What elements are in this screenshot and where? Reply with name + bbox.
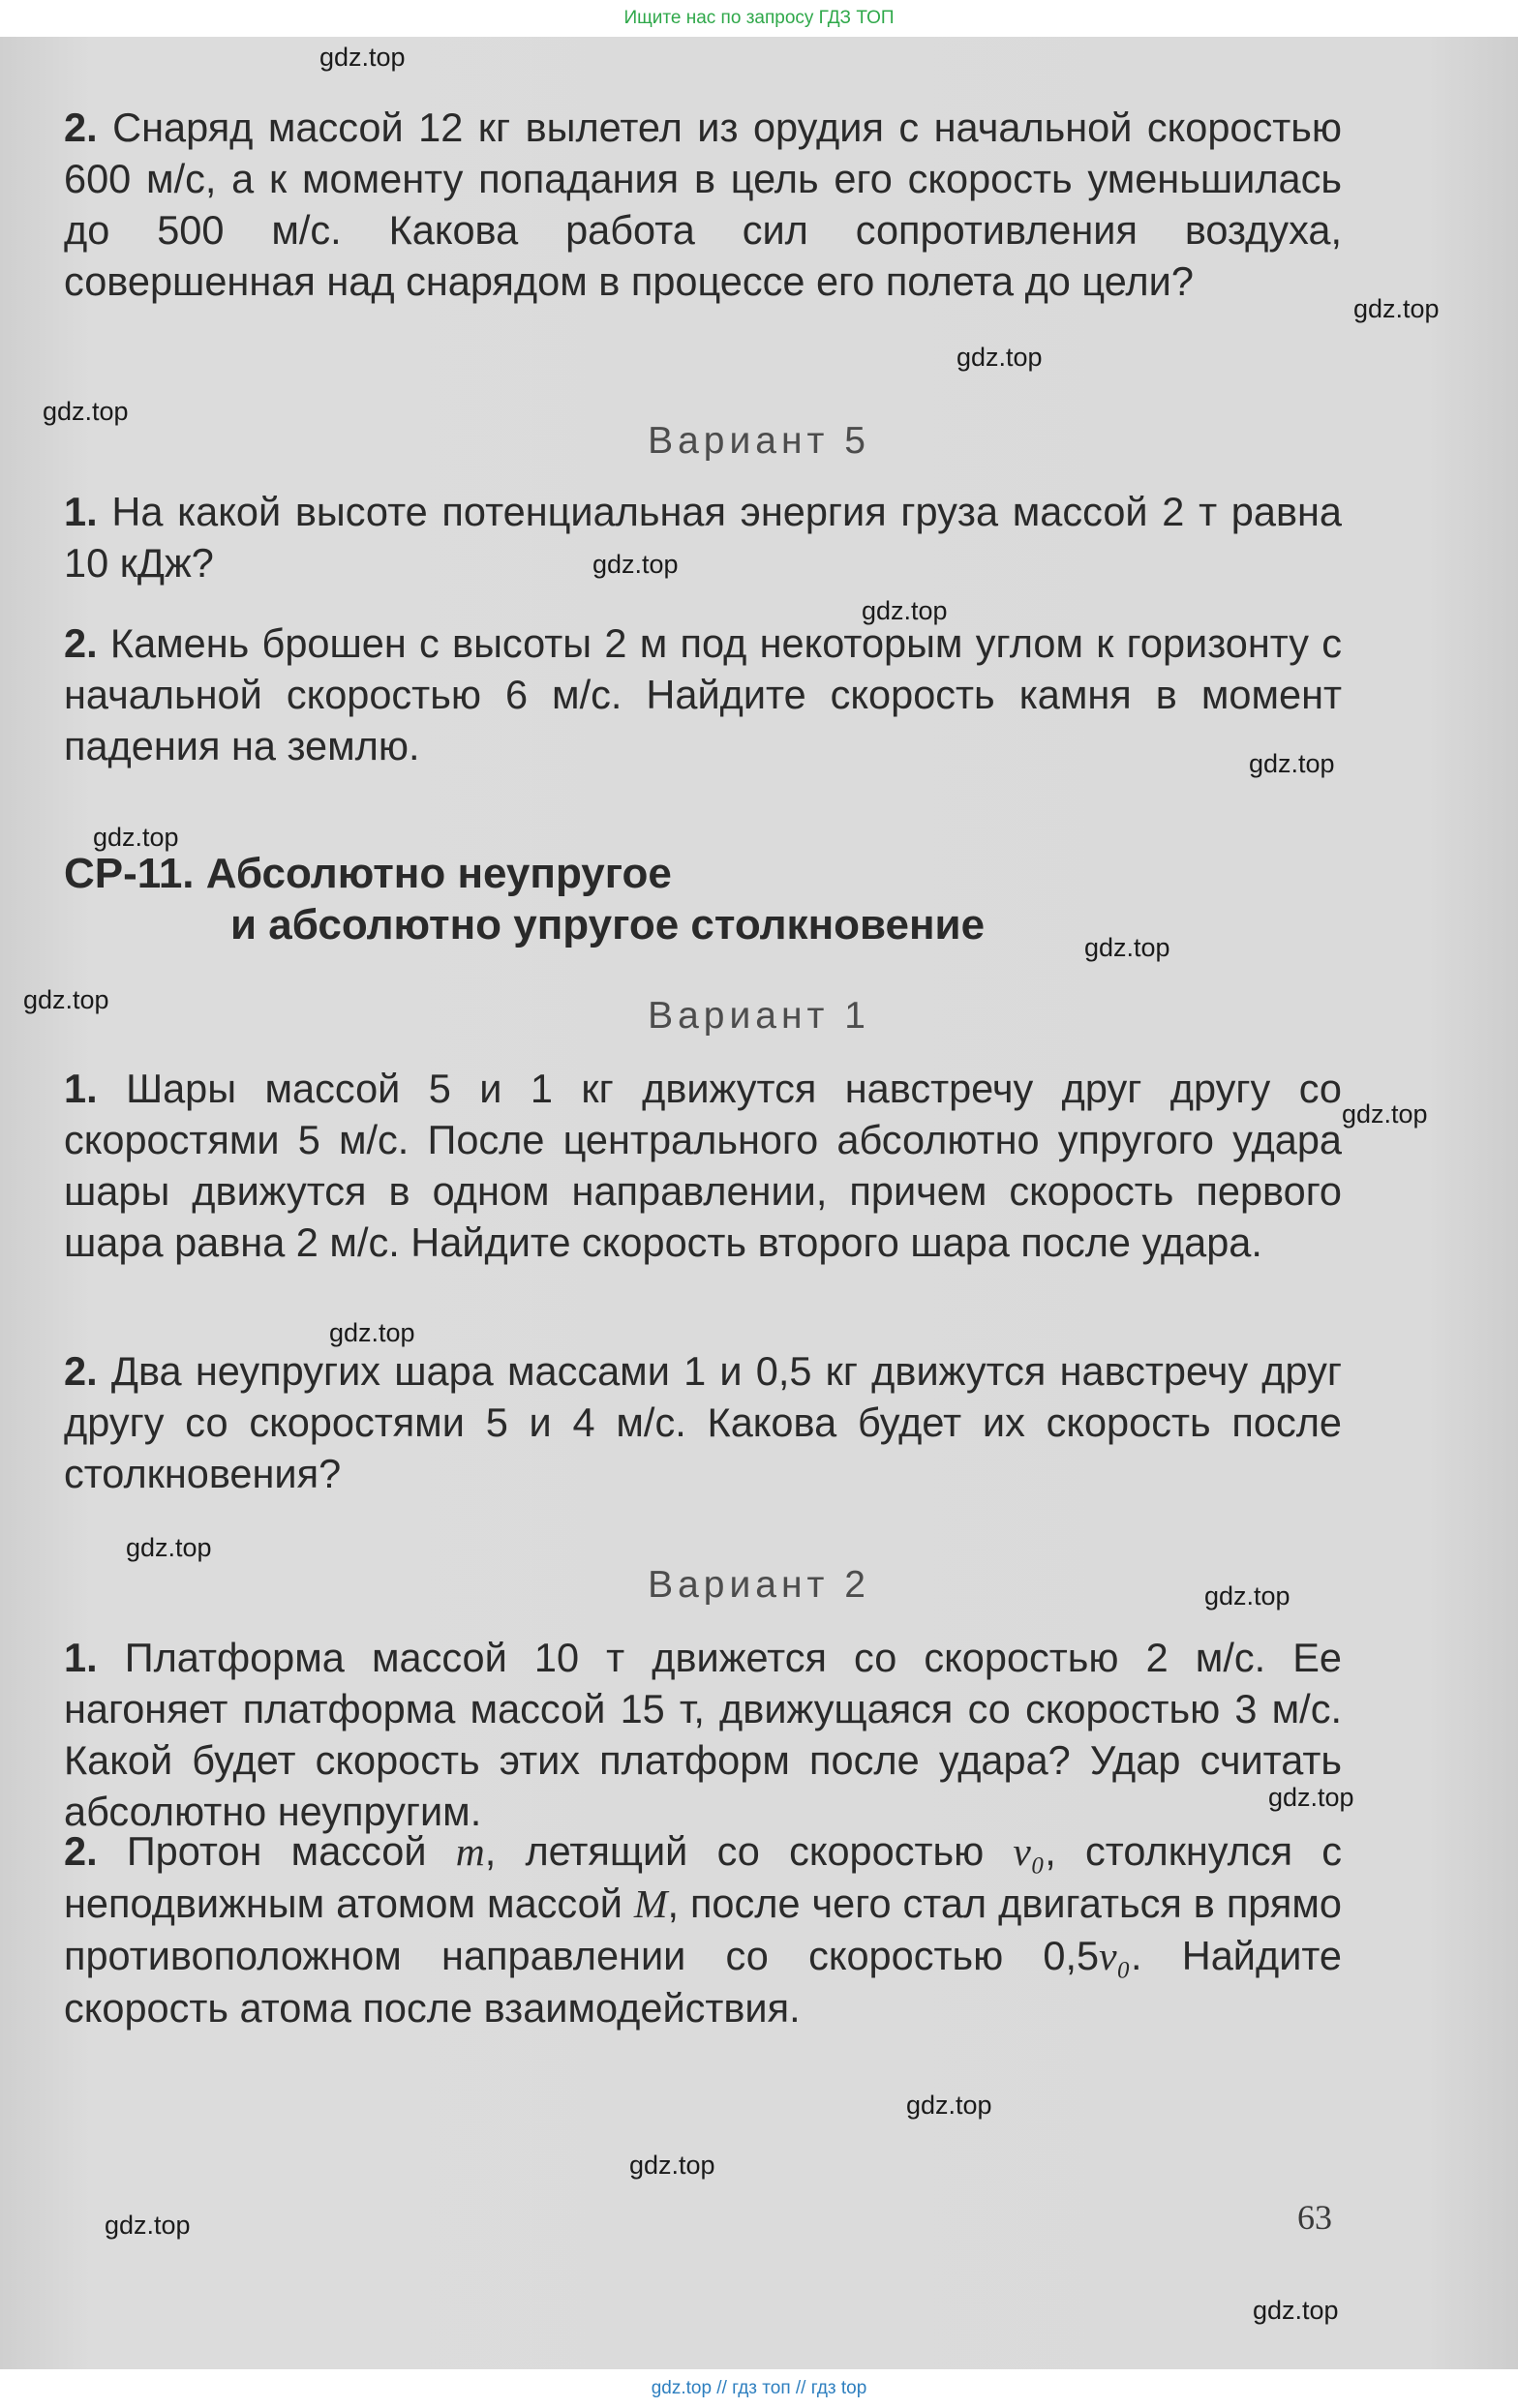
watermark: gdz.top <box>1253 2296 1339 2325</box>
top-banner[interactable]: Ищите нас по запросу ГДЗ ТОП <box>0 0 1518 37</box>
task-number: 2. <box>64 1348 98 1394</box>
watermark: gdz.top <box>329 1318 415 1347</box>
task-text-part: . Найдите скорость атома после взаимодействия. <box>64 1933 1343 2031</box>
mass-symbol-M: M <box>633 1881 668 1926</box>
watermark: gdz.top <box>956 343 1043 372</box>
task-number: 2. <box>64 105 98 150</box>
task-text-part: Протон массой <box>126 1828 456 1874</box>
task-text: Два неупругих шара массами 1 и 0,5 кг движутся навстречу друг другу со скоростями 5 и 4 м/с. Какова будет их скорость после столкновения? <box>64 1348 1342 1496</box>
watermark: gdz.top <box>319 43 406 72</box>
section-title-line-1: СР-11. Абсолютно неупругое <box>64 850 672 897</box>
variant-1-task-1 <box>64 1063 1342 1268</box>
variant-1-task-2 <box>64 1345 1342 1499</box>
watermark: gdz.top <box>862 596 948 625</box>
watermark: gdz.top <box>592 550 679 579</box>
watermark: gdz.top <box>126 1533 212 1562</box>
variant-1-heading: Вариант 1 <box>648 995 870 1037</box>
watermark: gdz.top <box>23 985 109 1014</box>
task-text: Камень брошен с высоты 2 м под некоторым углом к горизонту с начальной скоростью 6 м/с. Найдите скорость камня в момент падения на землю. <box>64 620 1343 768</box>
task-number: 2. <box>64 620 98 666</box>
task-number: 2. <box>64 1828 98 1874</box>
mass-symbol-m: m <box>455 1829 485 1874</box>
task-number: 1. <box>64 1066 98 1111</box>
task-number: 1. <box>64 489 98 534</box>
task-text-part: , летящий со скоростью <box>484 1828 1014 1874</box>
watermark: gdz.top <box>1084 933 1170 962</box>
watermark: gdz.top <box>1249 749 1335 778</box>
task-text: Снаряд массой 12 кг вылетел из орудия с начальной скоростью 600 м/с, а к моменту попадания в цель его скорость уменьшилась до 500 м/с. Какова работа сил сопротивления воздуха, совершенная над снарядом в процессе его полета до цели? <box>64 105 1343 304</box>
bottom-banner[interactable]: gdz.top // гдз топ // гдз top <box>0 2369 1518 2408</box>
variant-2-task-1 <box>64 1632 1342 1837</box>
variant-5-heading: Вариант 5 <box>648 420 870 462</box>
watermark: gdz.top <box>93 823 179 852</box>
variant-5-task-1 <box>64 486 1342 588</box>
section-title-line-2: и абсолютно упругое столкновение <box>230 901 986 948</box>
task-number: 1. <box>64 1635 98 1680</box>
watermark: gdz.top <box>906 2091 992 2120</box>
task-text: На какой высоте потенциальная энергия груза массой 2 т равна 10 кДж? <box>64 489 1343 586</box>
variant-2-heading: Вариант 2 <box>648 1564 870 1606</box>
page-number: 63 <box>1297 2198 1332 2237</box>
watermark: gdz.top <box>1342 1099 1428 1129</box>
variant-5-task-2 <box>64 617 1342 771</box>
watermark: gdz.top <box>1268 1783 1354 1812</box>
task-text: Платформа массой 10 т движется со скоростью 2 м/с. Ее нагоняет платформа массой 15 т, движущаяся со скоростью 3 м/с. Какой будет скорость этих платформ после удара? Удар считать абсолютно неупругим. <box>64 1635 1343 1834</box>
section-title <box>64 848 1226 950</box>
variant-2-task-2 <box>64 1825 1342 2033</box>
watermark: gdz.top <box>629 2151 715 2180</box>
task-text-part: , столкнулся с неподвижным атомом массой <box>64 1828 1343 1926</box>
task-text-part: , после чего стал двигаться в прямо противоположном направлении со скоростью 0,5 <box>64 1881 1342 1978</box>
watermark: gdz.top <box>105 2211 191 2240</box>
watermark: gdz.top <box>1204 1581 1290 1610</box>
task-2-prev-variant <box>64 102 1342 307</box>
watermark: gdz.top <box>43 397 129 426</box>
task-text: Шары массой 5 и 1 кг движутся навстречу друг другу со скоростями 5 м/с. После центрального абсолютно упругого удара шары движутся в одном направлении, причем скорость первого шара равна 2 м/с. Найдите скорость второго шара после удара. <box>64 1066 1342 1265</box>
watermark: gdz.top <box>1353 294 1440 323</box>
textbook-page <box>0 37 1518 2369</box>
velocity-symbol-v0: v₀ <box>1013 1829 1046 1874</box>
velocity-symbol-v0: v₀ <box>1099 1934 1131 1978</box>
